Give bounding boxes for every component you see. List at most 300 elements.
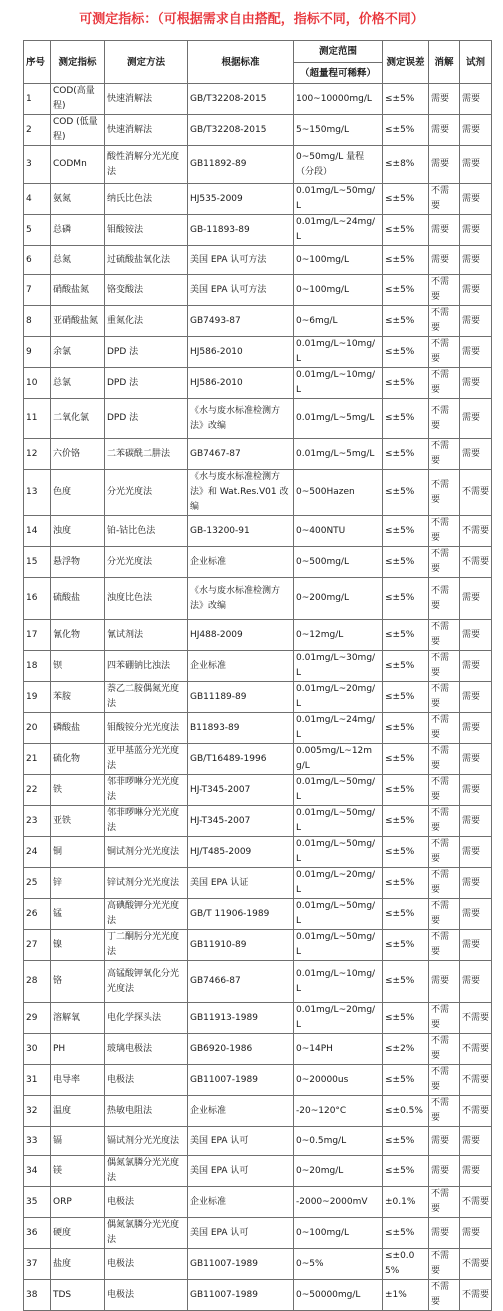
cell-no: 5 — [24, 215, 51, 246]
cell-range: 0~100mg/L — [294, 1218, 383, 1249]
cell-error: ≤±5% — [383, 1065, 429, 1096]
cell-digest: 不需要 — [429, 275, 460, 306]
table-row — [24, 744, 492, 775]
cell-reagent: 不需要 — [460, 1096, 492, 1127]
cell-error: ≤±5% — [383, 368, 429, 399]
cell-no: 14 — [24, 516, 51, 547]
table-row — [24, 651, 492, 682]
cell-method: 铂-钴比色法 — [105, 516, 188, 547]
table-row — [24, 1249, 492, 1280]
cell-range: 0.01mg/L~50mg/L — [294, 899, 383, 930]
cell-standard: 《水与废水标准检测方法》改编 — [188, 399, 294, 439]
cell-standard: GB11913-1989 — [188, 1003, 294, 1034]
header-method: 测定方法 — [105, 41, 188, 84]
cell-error: ≤±8% — [383, 146, 429, 184]
table-row — [24, 1096, 492, 1127]
cell-method: 酸性消解分光光度法 — [105, 146, 188, 184]
cell-digest: 不需要 — [429, 547, 460, 578]
cell-standard: 美国 EPA 认可方法 — [188, 275, 294, 306]
cell-error: ≤±5% — [383, 516, 429, 547]
cell-method: 过硫酸盐氧化法 — [105, 246, 188, 275]
cell-error: ≤±5% — [383, 399, 429, 439]
cell-no: 27 — [24, 930, 51, 961]
cell-digest: 不需要 — [429, 368, 460, 399]
cell-range: 100~10000mg/L — [294, 84, 383, 115]
cell-standard: 《水与废水标准检测方法》改编 — [188, 578, 294, 620]
cell-digest: 需要 — [429, 1156, 460, 1187]
cell-method: DPD 法 — [105, 337, 188, 368]
cell-no: 30 — [24, 1034, 51, 1065]
cell-range: 0~50000mg/L — [294, 1280, 383, 1311]
table-row — [24, 1156, 492, 1187]
cell-digest: 需要 — [429, 961, 460, 1003]
table-row — [24, 682, 492, 713]
cell-reagent: 需要 — [460, 682, 492, 713]
cell-reagent: 不需要 — [460, 516, 492, 547]
cell-error: ≤±5% — [383, 1003, 429, 1034]
cell-range: 0~20000us — [294, 1065, 383, 1096]
cell-digest: 需要 — [429, 84, 460, 115]
table-row — [24, 184, 492, 215]
cell-reagent: 不需要 — [460, 1280, 492, 1311]
cell-no: 20 — [24, 713, 51, 744]
table-row — [24, 470, 492, 516]
cell-error: ≤±5% — [383, 1156, 429, 1187]
cell-error: ≤±5% — [383, 682, 429, 713]
cell-range: 0~5% — [294, 1249, 383, 1280]
cell-error: ≤±5% — [383, 899, 429, 930]
cell-no: 37 — [24, 1249, 51, 1280]
cell-reagent: 需要 — [460, 961, 492, 1003]
cell-standard: HJ586-2010 — [188, 368, 294, 399]
cell-reagent: 不需要 — [460, 1065, 492, 1096]
cell-error: ≤±5% — [383, 115, 429, 146]
cell-reagent: 需要 — [460, 306, 492, 337]
cell-standard: HJ586-2010 — [188, 337, 294, 368]
cell-method: 电极法 — [105, 1249, 188, 1280]
cell-range: 0.01mg/L~10mg/L — [294, 337, 383, 368]
cell-range: 0.01mg/L~24mg/L — [294, 215, 383, 246]
cell-indicator: 硫酸盐 — [51, 578, 105, 620]
cell-standard: 企业标准 — [188, 547, 294, 578]
cell-reagent: 需要 — [460, 399, 492, 439]
cell-reagent: 需要 — [460, 1218, 492, 1249]
cell-method: 快速消解法 — [105, 115, 188, 146]
cell-reagent: 需要 — [460, 246, 492, 275]
cell-method: 电极法 — [105, 1065, 188, 1096]
table-row — [24, 961, 492, 1003]
cell-method: 纳氏比色法 — [105, 184, 188, 215]
table-row — [24, 115, 492, 146]
table-row — [24, 868, 492, 899]
header-range-sub: （超量程可稀释） — [294, 63, 383, 84]
cell-digest: 不需要 — [429, 1003, 460, 1034]
cell-no: 15 — [24, 547, 51, 578]
cell-indicator: 铁 — [51, 775, 105, 806]
cell-method: 分光光度法 — [105, 547, 188, 578]
cell-reagent: 需要 — [460, 439, 492, 470]
header-error: 测定误差 — [383, 41, 429, 84]
cell-digest: 不需要 — [429, 651, 460, 682]
cell-method: 浊度比色法 — [105, 578, 188, 620]
cell-digest: 不需要 — [429, 713, 460, 744]
cell-range: 0~14PH — [294, 1034, 383, 1065]
cell-indicator: 总磷 — [51, 215, 105, 246]
table-row — [24, 578, 492, 620]
cell-digest: 不需要 — [429, 806, 460, 837]
cell-standard: 企业标准 — [188, 651, 294, 682]
cell-method: 铬变酸法 — [105, 275, 188, 306]
cell-no: 3 — [24, 146, 51, 184]
cell-error: ≤±5% — [383, 744, 429, 775]
cell-standard: 美国 EPA 认可 — [188, 1127, 294, 1156]
cell-reagent: 需要 — [460, 620, 492, 651]
cell-no: 36 — [24, 1218, 51, 1249]
cell-standard: 美国 EPA 认可 — [188, 1218, 294, 1249]
cell-method: 亚甲基蓝分光光度法 — [105, 744, 188, 775]
cell-error: ≤±5% — [383, 275, 429, 306]
cell-no: 12 — [24, 439, 51, 470]
cell-no: 18 — [24, 651, 51, 682]
cell-standard: 美国 EPA 认可 — [188, 1156, 294, 1187]
cell-indicator: 硫化物 — [51, 744, 105, 775]
cell-reagent: 需要 — [460, 899, 492, 930]
table-body — [24, 84, 492, 1311]
cell-error: ≤±5% — [383, 306, 429, 337]
cell-digest: 不需要 — [429, 578, 460, 620]
cell-indicator: 硝酸盐氮 — [51, 275, 105, 306]
cell-method: 钼酸铵法 — [105, 215, 188, 246]
cell-error: ≤±5% — [383, 651, 429, 682]
table-row — [24, 547, 492, 578]
cell-digest: 不需要 — [429, 930, 460, 961]
cell-range: 0~100mg/L — [294, 246, 383, 275]
cell-digest: 不需要 — [429, 868, 460, 899]
cell-no: 31 — [24, 1065, 51, 1096]
cell-digest: 需要 — [429, 146, 460, 184]
table-row — [24, 1218, 492, 1249]
cell-range: 0~12mg/L — [294, 620, 383, 651]
cell-range: 0~500Hazen — [294, 470, 383, 516]
table-row — [24, 1187, 492, 1218]
cell-error: ≤±5% — [383, 337, 429, 368]
cell-digest: 不需要 — [429, 744, 460, 775]
cell-reagent: 需要 — [460, 1127, 492, 1156]
cell-standard: GB/T16489-1996 — [188, 744, 294, 775]
table-row — [24, 806, 492, 837]
cell-error: ≤±5% — [383, 713, 429, 744]
cell-indicator: 溶解氧 — [51, 1003, 105, 1034]
cell-range: 0.01mg/L~50mg/L — [294, 184, 383, 215]
page-title: 可测定指标：（可根据需求自由搭配，指标不同，价格不同） — [79, 12, 424, 27]
cell-indicator: 磷酸盐 — [51, 713, 105, 744]
cell-reagent: 不需要 — [460, 470, 492, 516]
cell-digest: 不需要 — [429, 775, 460, 806]
cell-method: 二苯碳酰二肼法 — [105, 439, 188, 470]
cell-standard: HJ/T485-2009 — [188, 837, 294, 868]
cell-standard: GB/T32208-2015 — [188, 115, 294, 146]
cell-reagent: 需要 — [460, 806, 492, 837]
cell-error: ≤±5% — [383, 547, 429, 578]
cell-error: ≤±5% — [383, 868, 429, 899]
cell-standard: GB11007-1989 — [188, 1249, 294, 1280]
cell-no: 6 — [24, 246, 51, 275]
cell-standard: GB11007-1989 — [188, 1280, 294, 1311]
cell-standard: 企业标准 — [188, 1187, 294, 1218]
table-row — [24, 775, 492, 806]
cell-error: ≤±5% — [383, 1218, 429, 1249]
cell-indicator: 余氯 — [51, 337, 105, 368]
cell-digest: 不需要 — [429, 1249, 460, 1280]
cell-range: 0.01mg/L~10mg/L — [294, 368, 383, 399]
cell-no: 32 — [24, 1096, 51, 1127]
cell-range: 0~100mg/L — [294, 275, 383, 306]
cell-indicator: 浊度 — [51, 516, 105, 547]
cell-digest: 不需要 — [429, 516, 460, 547]
cell-indicator: 温度 — [51, 1096, 105, 1127]
cell-range: 0~400NTU — [294, 516, 383, 547]
cell-range: 0.01mg/L~20mg/L — [294, 682, 383, 713]
cell-indicator: 总氮 — [51, 246, 105, 275]
cell-standard: 美国 EPA 认证 — [188, 868, 294, 899]
cell-method: 丁二酮肟分光光度法 — [105, 930, 188, 961]
cell-standard: GB11910-89 — [188, 930, 294, 961]
header-digest: 消解 — [429, 41, 460, 84]
cell-indicator: 锰 — [51, 899, 105, 930]
cell-indicator: 苯胺 — [51, 682, 105, 713]
cell-range: 0.01mg/L~10mg/L — [294, 961, 383, 1003]
cell-no: 9 — [24, 337, 51, 368]
cell-range: 0~50mg/L 量程（分段） — [294, 146, 383, 184]
table-row — [24, 368, 492, 399]
header-row — [24, 41, 492, 63]
cell-standard: 企业标准 — [188, 1096, 294, 1127]
cell-no: 8 — [24, 306, 51, 337]
cell-indicator: 亚铁 — [51, 806, 105, 837]
cell-method: 萘乙二胺偶氮光度法 — [105, 682, 188, 713]
table-row — [24, 713, 492, 744]
cell-method: DPD 法 — [105, 368, 188, 399]
cell-error: ≤±5% — [383, 1127, 429, 1156]
cell-no: 26 — [24, 899, 51, 930]
cell-indicator: 盐度 — [51, 1249, 105, 1280]
cell-digest: 需要 — [429, 246, 460, 275]
cell-standard: B11893-89 — [188, 713, 294, 744]
cell-digest: 不需要 — [429, 470, 460, 516]
cell-digest: 不需要 — [429, 1280, 460, 1311]
cell-error: ≤±5% — [383, 84, 429, 115]
cell-indicator: COD (低量程) — [51, 115, 105, 146]
cell-digest: 需要 — [429, 1127, 460, 1156]
cell-range: 0.01mg/L~50mg/L — [294, 775, 383, 806]
cell-error: ≤±5% — [383, 184, 429, 215]
cell-reagent: 需要 — [460, 84, 492, 115]
cell-digest: 不需要 — [429, 184, 460, 215]
cell-error: ≤±5% — [383, 578, 429, 620]
cell-digest: 不需要 — [429, 337, 460, 368]
cell-reagent: 需要 — [460, 215, 492, 246]
cell-reagent: 需要 — [460, 578, 492, 620]
cell-method: 锌试剂分光光度法 — [105, 868, 188, 899]
cell-digest: 需要 — [429, 115, 460, 146]
cell-standard: HJ-T345-2007 — [188, 806, 294, 837]
cell-error: ≤±5% — [383, 246, 429, 275]
table-row — [24, 84, 492, 115]
cell-no: 4 — [24, 184, 51, 215]
cell-indicator: 镁 — [51, 1156, 105, 1187]
cell-digest: 不需要 — [429, 439, 460, 470]
cell-digest: 不需要 — [429, 899, 460, 930]
cell-range: 0~0.5mg/L — [294, 1127, 383, 1156]
cell-no: 34 — [24, 1156, 51, 1187]
cell-standard: GB/T32208-2015 — [188, 84, 294, 115]
cell-no: 33 — [24, 1127, 51, 1156]
cell-indicator: 钡 — [51, 651, 105, 682]
cell-reagent: 需要 — [460, 744, 492, 775]
cell-indicator: 硬度 — [51, 1218, 105, 1249]
cell-error: ±0.1% — [383, 1187, 429, 1218]
cell-no: 35 — [24, 1187, 51, 1218]
cell-error: ≤±5% — [383, 806, 429, 837]
cell-error: ≤±0.5% — [383, 1096, 429, 1127]
table-row — [24, 337, 492, 368]
cell-reagent: 需要 — [460, 368, 492, 399]
table-row — [24, 1034, 492, 1065]
cell-no: 13 — [24, 470, 51, 516]
cell-no: 28 — [24, 961, 51, 1003]
cell-method: 分光光度法 — [105, 470, 188, 516]
cell-method: 电极法 — [105, 1187, 188, 1218]
cell-indicator: 亚硝酸盐氮 — [51, 306, 105, 337]
cell-indicator: 镍 — [51, 930, 105, 961]
cell-method: DPD 法 — [105, 399, 188, 439]
cell-range: 0~200mg/L — [294, 578, 383, 620]
cell-method: 热敏电阻法 — [105, 1096, 188, 1127]
table-row — [24, 837, 492, 868]
cell-no: 38 — [24, 1280, 51, 1311]
cell-indicator: 总氯 — [51, 368, 105, 399]
cell-error: ≤±5% — [383, 961, 429, 1003]
cell-digest: 不需要 — [429, 620, 460, 651]
cell-method: 重氮化法 — [105, 306, 188, 337]
cell-indicator: 锌 — [51, 868, 105, 899]
cell-range: 0.01mg/L~20mg/L — [294, 1003, 383, 1034]
cell-range: 5~150mg/L — [294, 115, 383, 146]
cell-method: 快速消解法 — [105, 84, 188, 115]
table-row — [24, 246, 492, 275]
cell-digest: 不需要 — [429, 1065, 460, 1096]
cell-range: 0~500mg/L — [294, 547, 383, 578]
header-no: 序号 — [24, 41, 51, 84]
cell-range: 0.01mg/L~50mg/L — [294, 837, 383, 868]
cell-error: ≤±5% — [383, 930, 429, 961]
cell-range: 0~20mg/L — [294, 1156, 383, 1187]
cell-no: 1 — [24, 84, 51, 115]
cell-method: 高碘酸钾分光光度法 — [105, 899, 188, 930]
cell-error: ≤±2% — [383, 1034, 429, 1065]
cell-standard: 《水与废水标准检测方法》和 Wat.Res.V01 改编 — [188, 470, 294, 516]
header-indicator: 测定指标 — [51, 41, 105, 84]
cell-method: 氰试剂法 — [105, 620, 188, 651]
cell-reagent: 需要 — [460, 115, 492, 146]
cell-digest: 需要 — [429, 1218, 460, 1249]
cell-error: ≤±5% — [383, 470, 429, 516]
cell-error: ≤±0.05% — [383, 1249, 429, 1280]
cell-digest: 不需要 — [429, 682, 460, 713]
cell-reagent: 需要 — [460, 651, 492, 682]
cell-no: 17 — [24, 620, 51, 651]
header-reagent: 试剂 — [460, 41, 492, 84]
table-row — [24, 930, 492, 961]
table-row — [24, 439, 492, 470]
cell-method: 镉试剂分光光度法 — [105, 1127, 188, 1156]
cell-indicator: 氰化物 — [51, 620, 105, 651]
cell-reagent: 需要 — [460, 713, 492, 744]
cell-reagent: 需要 — [460, 275, 492, 306]
cell-reagent: 需要 — [460, 837, 492, 868]
cell-reagent: 需要 — [460, 337, 492, 368]
cell-method: 电极法 — [105, 1280, 188, 1311]
cell-indicator: PH — [51, 1034, 105, 1065]
header-standard: 根据标准 — [188, 41, 294, 84]
cell-range: 0~6mg/L — [294, 306, 383, 337]
cell-no: 10 — [24, 368, 51, 399]
cell-range: 0.01mg/L~50mg/L — [294, 930, 383, 961]
cell-method: 偶氮氯膦分光光度法 — [105, 1218, 188, 1249]
table-row — [24, 306, 492, 337]
cell-standard: GB7467-87 — [188, 439, 294, 470]
cell-range: 0.01mg/L~5mg/L — [294, 399, 383, 439]
table-row — [24, 215, 492, 246]
cell-indicator: 氨氮 — [51, 184, 105, 215]
cell-error: ±1% — [383, 1280, 429, 1311]
cell-digest: 需要 — [429, 215, 460, 246]
cell-no: 29 — [24, 1003, 51, 1034]
table-row — [24, 399, 492, 439]
cell-indicator: COD(高量程) — [51, 84, 105, 115]
cell-method: 邻菲啰啉分光光度法 — [105, 806, 188, 837]
cell-error: ≤±5% — [383, 439, 429, 470]
cell-indicator: CODMn — [51, 146, 105, 184]
cell-digest: 不需要 — [429, 1187, 460, 1218]
cell-standard: GB-13200-91 — [188, 516, 294, 547]
cell-range: -20~120°C — [294, 1096, 383, 1127]
table-row — [24, 146, 492, 184]
cell-method: 电化学探头法 — [105, 1003, 188, 1034]
cell-standard: 美国 EPA 认可方法 — [188, 246, 294, 275]
cell-standard: GB11007-1989 — [188, 1065, 294, 1096]
cell-range: 0.01mg/L~24mg/L — [294, 713, 383, 744]
cell-indicator: 二氧化氯 — [51, 399, 105, 439]
cell-digest: 不需要 — [429, 399, 460, 439]
table-row — [24, 1003, 492, 1034]
cell-indicator: 镉 — [51, 1127, 105, 1156]
cell-indicator: 六价铬 — [51, 439, 105, 470]
table-row — [24, 1280, 492, 1311]
cell-no: 2 — [24, 115, 51, 146]
table-row — [24, 1065, 492, 1096]
cell-reagent: 不需要 — [460, 547, 492, 578]
cell-method: 四苯硼钠比浊法 — [105, 651, 188, 682]
cell-error: ≤±5% — [383, 215, 429, 246]
cell-method: 铜试剂分光光度法 — [105, 837, 188, 868]
cell-standard: HJ-T345-2007 — [188, 775, 294, 806]
cell-no: 25 — [24, 868, 51, 899]
cell-standard: HJ488-2009 — [188, 620, 294, 651]
cell-reagent: 需要 — [460, 930, 492, 961]
cell-digest: 不需要 — [429, 837, 460, 868]
cell-standard: GB11189-89 — [188, 682, 294, 713]
